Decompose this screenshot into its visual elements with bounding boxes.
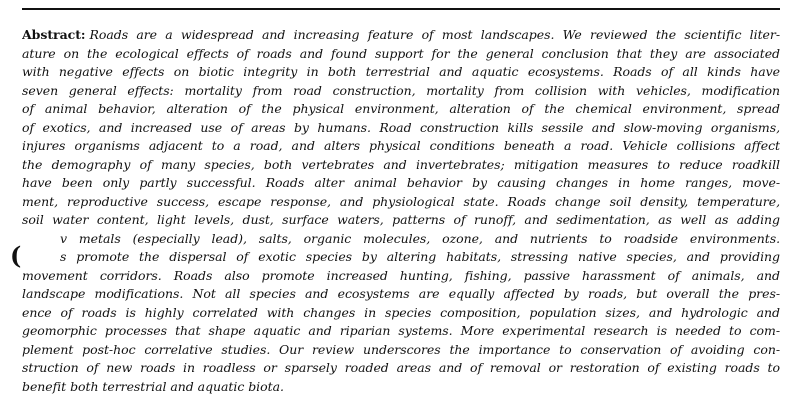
abstract-line-17: geomorphic processes that shape aquatic and riparian systems. More experimental research is needed to com- (22, 323, 780, 338)
top-rule (22, 8, 780, 10)
abstract-line-4: seven general effects: mortality from road construction, mortality from collision with vehicles, modification (22, 82, 780, 98)
abstract-line-15: landscape modifications. Not all species and ecosystems are equally affected by roads, but overall the pres- (22, 286, 780, 301)
abstract-line-19: struction of new roads in roadless or sparsely roaded areas and of removal or restoration of existing roads to (22, 360, 780, 375)
abstract-line-7: injures organisms adjacent to a road, and alters physical conditions beneath a road. Vehicle collisions affect (22, 138, 780, 153)
abstract-line-5: of animal behavior, alteration of the physical environment, alteration of the chemical environment, spread (22, 101, 780, 116)
abstract-line-14: movement corridors. Roads also promote increased hunting, fishing, passive harassment of animals, and (22, 267, 780, 283)
abstract-line-11: soil water content, light levels, dust, surface waters, patterns of runoff, and sedimentation, as well as adding (22, 212, 780, 227)
abstract-line-6: of exotics, and increased use of areas by humans. Road construction kills sessile and slow-moving organisms, (22, 119, 780, 135)
abstract-line-20: benefit both terrestrial and aquatic biota. (22, 378, 284, 394)
margin-parenthesis-mark: ( (10, 241, 22, 270)
abstract-line-2: ature on the ecological effects of roads and found support for the general conclusion that they are associated (22, 45, 780, 61)
abstract-line-13: s promote the dispersal of exotic species by altering habitats, stressing native species, and providing (60, 249, 780, 264)
abstract-line-3: with negative effects on biotic integrity in both terrestrial and aquatic ecosystems. Roads of all kinds have (22, 64, 780, 79)
abstract-line-10: ment, reproductive success, escape response, and physiological state. Roads change soil density, temperature, (22, 193, 780, 209)
abstract-label: Abstract: (22, 27, 86, 42)
abstract-line-16: ence of roads is highly correlated with changes in species composition, population sizes, and hydrologic and (22, 304, 780, 320)
abstract-line-18: plement post-hoc correlative studies. Our review underscores the importance to conservation of avoiding con- (22, 341, 780, 357)
abstract-line-9: have been only partly successful. Roads alter animal behavior by causing changes in home ranges, move- (22, 175, 780, 190)
abstract-line-1 (22, 26, 780, 45)
abstract-line-12: v metals (especially lead), salts, organic molecules, ozone, and nutrients to roadside environments. (60, 230, 780, 246)
abstract-block (22, 26, 780, 396)
abstract-line-8: the demography of many species, both vertebrates and invertebrates; mitigation measures to reduce roadkill (22, 156, 780, 172)
abstract-text: Roads are a widespread and increasing feature of most landscapes. We reviewed the scientific liter- (89, 27, 780, 42)
